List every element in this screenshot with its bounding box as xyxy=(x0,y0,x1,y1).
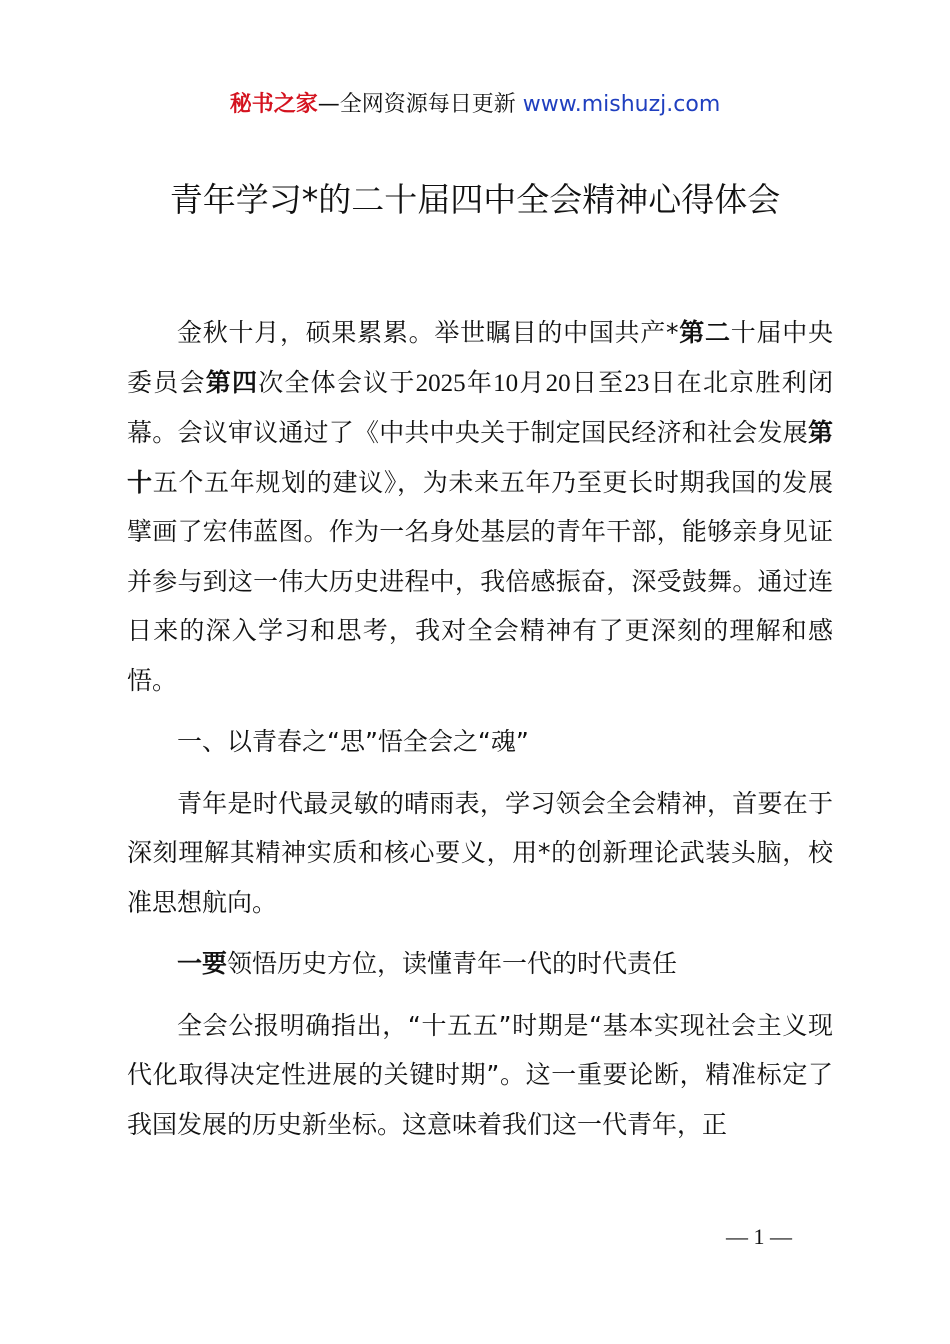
site-header xyxy=(0,90,950,120)
intro-paragraph: 金秋十月，硕果累累。举世瞩目的中国共产*第二十届中央委员会第四次全体会议于2025年10月20日至23日在北京胜利闭幕。会议审议通过了《中共中央关于制定国民经济和社会发展第十五个五年规划的建议》，为未来五年乃至更长时期我国的发展擘画了宏伟蓝图。作为一名身处基层的青年干部，能够亲身见证并参与到这一伟大历史进程中，我倍感振奋，深受鼓舞。通过连日来的深入学习和思考，我对全会精神有了更深刻的理解和感悟。 xyxy=(127,318,833,695)
page-number: — 1 — xyxy=(726,1224,792,1249)
site-url[interactable]: www.mishuzj.com xyxy=(522,92,721,117)
document-title: 青年学习*的二十届四中全会精神心得体会 xyxy=(169,180,781,219)
section-1-paragraph: 青年是时代最灵敏的晴雨表，学习领会全会精神，首要在于深刻理解其精神实质和核心要义，用*的创新理论武装头脑，校准思想航向。 xyxy=(127,788,833,917)
subheading-1-paragraph: 全会公报明确指出，“十五五”时期是“基本实现社会主义现代化取得决定性进展的关键时期”。这一重要论断，精准标定了我国发展的历史新坐标。这意味着我们这一代青年，正 xyxy=(127,1010,833,1139)
site-tagline: —全网资源每日更新 xyxy=(317,92,523,117)
document-body xyxy=(127,308,833,1161)
site-brand: 秘书之家 xyxy=(229,92,318,117)
section-heading-1: 一、以青春之“思”悟全会之“魂” xyxy=(177,727,529,756)
subheading-1: 一要领悟历史方位，读懂青年一代的时代责任 xyxy=(177,949,678,978)
